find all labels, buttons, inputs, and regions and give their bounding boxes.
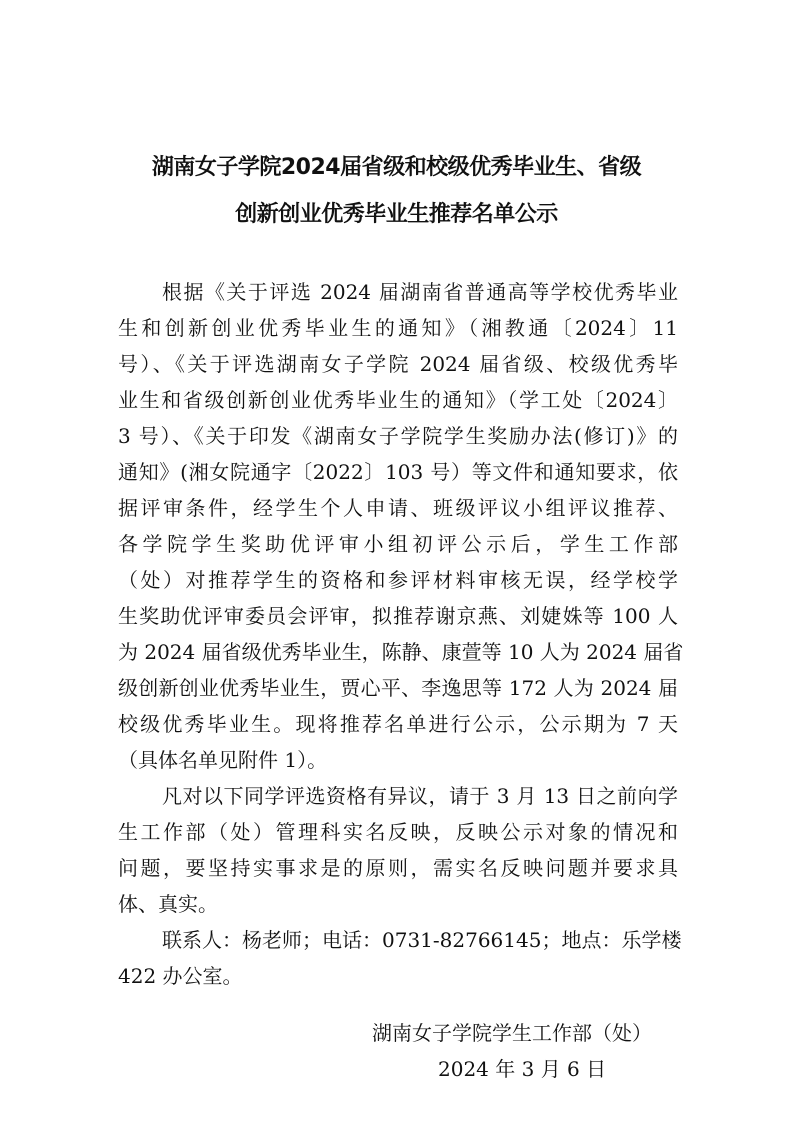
document-title-line-1: 湖南女子学院2024届省级和校级优秀毕业生、省级 xyxy=(151,155,642,180)
paragraph-2-line: 凡对以下同学评选资格有异议，请于 3 月 13 日之前向学 xyxy=(162,784,678,808)
paragraph-1-line: 生奖助优评审委员会评审，拟推荐谢京燕、刘婕姝等 100 人 xyxy=(118,604,678,628)
paragraph-1-line: 据评审条件，经学生个人申请、班级评议小组评议推荐、 xyxy=(118,496,678,520)
paragraph-2-line: 生工作部（处）管理科实名反映，反映公示对象的情况和 xyxy=(118,820,678,844)
paragraph-1-line: 号）、《关于评选湖南女子学院 2024 届省级、校级优秀毕 xyxy=(118,352,678,376)
signature-organization: 湖南女子学院学生工作部（处） xyxy=(372,1021,652,1045)
paragraph-1-line: 为 2024 届省级优秀毕业生，陈静、康萱等 10 人为 2024 届省 xyxy=(118,640,684,664)
signature-date: 2024 年 3 月 6 日 xyxy=(438,1057,607,1081)
contact-line: 422 办公室。 xyxy=(118,964,243,988)
paragraph-1-line: 3 号）、《关于印发《湖南女子学院学生奖励办法(修订)》的 xyxy=(118,424,678,448)
paragraph-1-line: （具体名单见附件 1）。 xyxy=(118,748,328,772)
paragraph-1-line: 生和创新创业优秀毕业生的通知》（湘教通〔2024〕11 xyxy=(118,316,678,340)
document-title-line-2: 创新创业优秀毕业生推荐名单公示 xyxy=(235,202,558,227)
paragraph-1-line: 通知》(湘女院通字〔2022〕103 号）等文件和通知要求，依 xyxy=(118,460,678,484)
paragraph-1-line: （处）对推荐学生的资格和参评材料审核无误，经学校学 xyxy=(118,568,678,592)
paragraph-2-line: 问题，要坚持实事求是的原则，需实名反映问题并要求具 xyxy=(118,856,678,880)
paragraph-1-line: 级创新创业优秀毕业生，贾心平、李逸思等 172 人为 2024 届 xyxy=(118,676,678,700)
paragraph-1-line: 根据《关于评选 2024 届湖南省普通高等学校优秀毕业 xyxy=(162,280,678,304)
contact-line: 联系人：杨老师；电话：0731-82766145；地点：乐学楼 xyxy=(162,928,682,952)
paragraph-2-line: 体、真实。 xyxy=(118,892,218,916)
paragraph-1-line: 业生和省级创新创业优秀毕业生的通知》（学工处〔2024〕 xyxy=(118,388,678,412)
paragraph-1-line: 校级优秀毕业生。现将推荐名单进行公示，公示期为 7 天 xyxy=(118,712,678,736)
paragraph-1-line: 各学院学生奖助优评审小组初评公示后，学生工作部 xyxy=(118,532,678,556)
